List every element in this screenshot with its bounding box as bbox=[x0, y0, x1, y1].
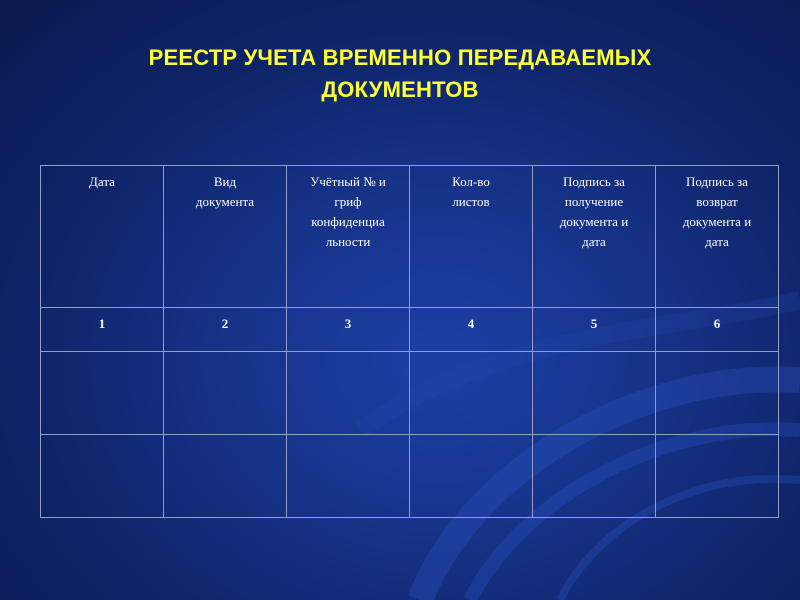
table-cell bbox=[41, 435, 164, 518]
table-header-row bbox=[41, 166, 779, 308]
column-number-cell: 6 bbox=[656, 308, 779, 352]
table-cell bbox=[287, 352, 410, 435]
header-cell-text: Дата bbox=[89, 174, 115, 189]
column-number-cell: 1 bbox=[41, 308, 164, 352]
header-cell-text: Кол-во листов bbox=[452, 174, 490, 209]
header-cell-account-number bbox=[287, 166, 410, 308]
table-cell bbox=[410, 435, 533, 518]
header-cell-text: Подпись за получение документа и дата bbox=[559, 174, 629, 249]
slide-title-line-1: РЕЕСТР УЧЕТА ВРЕМЕННО ПЕРЕДАВАЕМЫХ bbox=[148, 45, 652, 70]
table-cell bbox=[533, 435, 656, 518]
table-cell bbox=[41, 352, 164, 435]
table-row bbox=[41, 352, 779, 435]
header-cell-receipt-signature bbox=[533, 166, 656, 308]
table-cell bbox=[656, 435, 779, 518]
header-cell-text: Подпись за возврат документа и дата bbox=[682, 174, 752, 249]
column-number-cell: 2 bbox=[164, 308, 287, 352]
header-cell-sheet-count bbox=[410, 166, 533, 308]
slide-title bbox=[0, 42, 800, 106]
column-number-cell: 4 bbox=[410, 308, 533, 352]
slide-title-line-2: ДОКУМЕНТОВ bbox=[321, 77, 479, 102]
column-number-row bbox=[41, 308, 779, 352]
header-cell-text: Учётный № и гриф конфиденциа льности bbox=[310, 174, 386, 249]
table-cell bbox=[164, 352, 287, 435]
table-row bbox=[41, 435, 779, 518]
header-cell-text: Вид документа bbox=[195, 174, 255, 209]
header-cell-return-signature bbox=[656, 166, 779, 308]
table-cell bbox=[533, 352, 656, 435]
header-cell-date bbox=[41, 166, 164, 308]
table-cell bbox=[656, 352, 779, 435]
table-cell bbox=[164, 435, 287, 518]
column-number-cell: 5 bbox=[533, 308, 656, 352]
column-number-cell: 3 bbox=[287, 308, 410, 352]
table-cell bbox=[410, 352, 533, 435]
header-cell-doc-type bbox=[164, 166, 287, 308]
registry-table bbox=[40, 165, 779, 518]
table-cell bbox=[287, 435, 410, 518]
